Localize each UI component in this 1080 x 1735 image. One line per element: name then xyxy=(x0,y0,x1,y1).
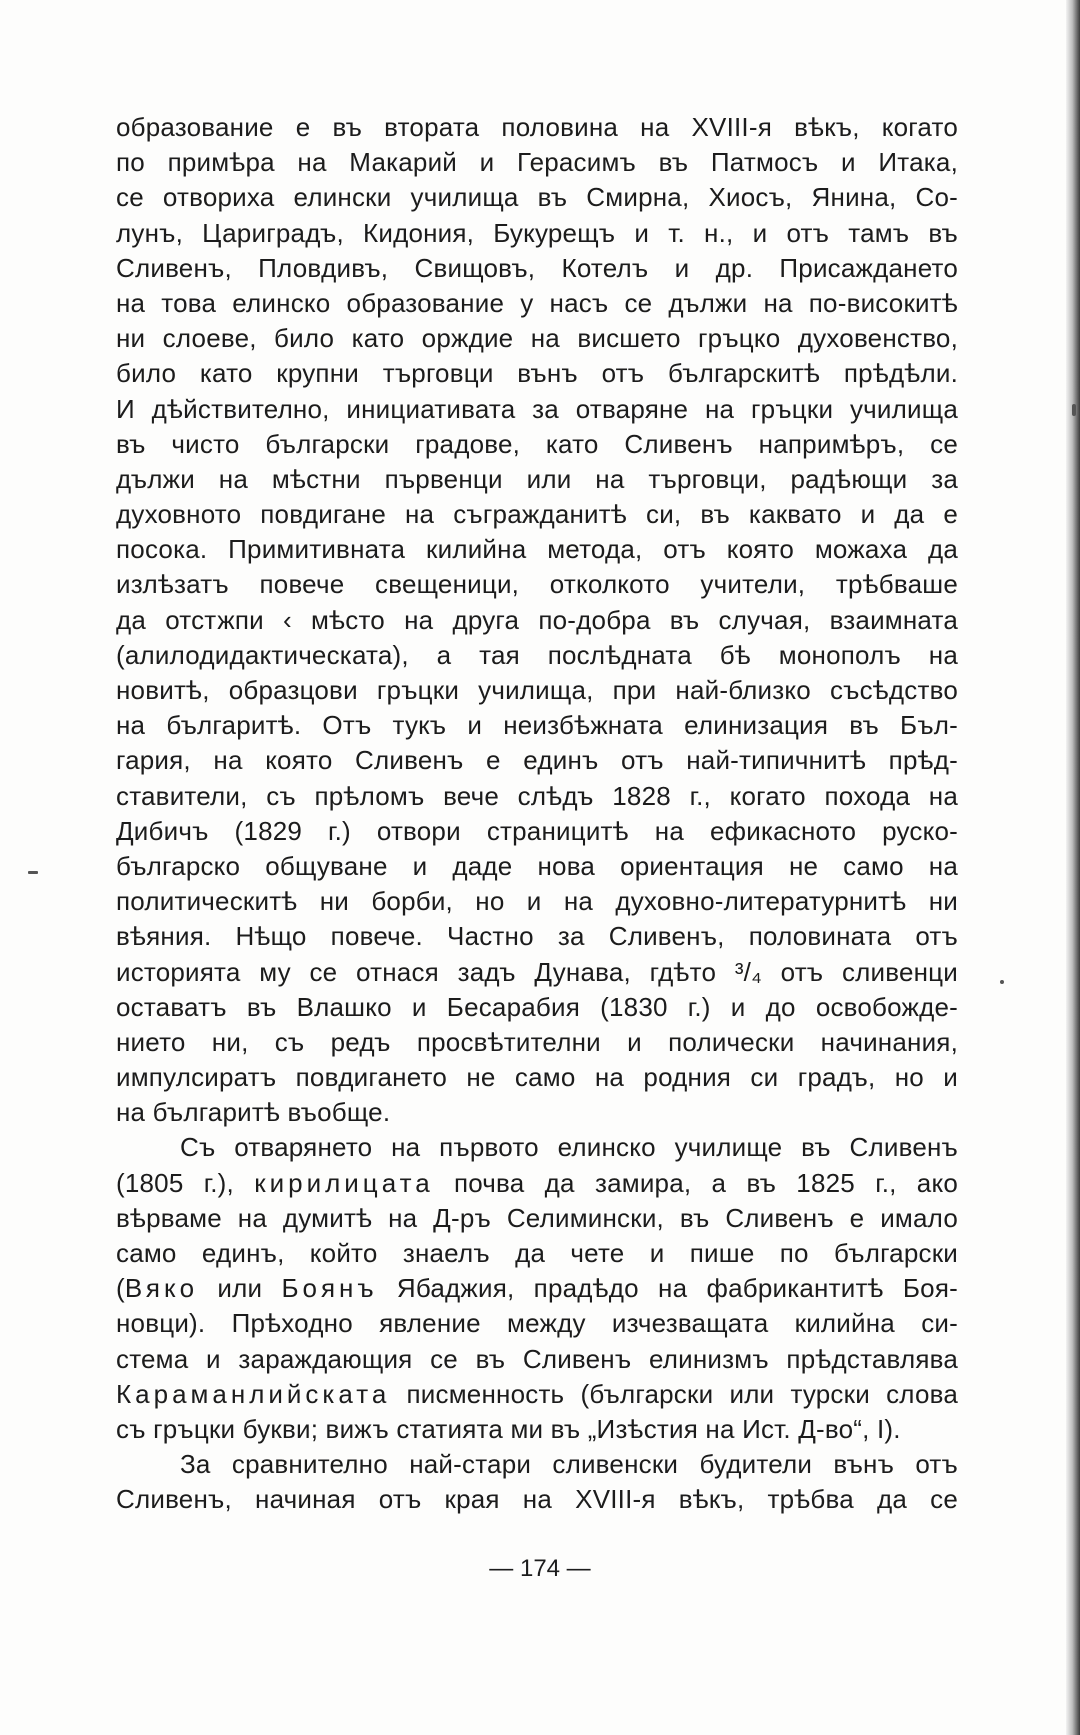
text-line: Сливенъ, начиная отъ края на XVIII-я вѣкъ, трѣбва да се xyxy=(116,1484,958,1515)
text-line: на българитѣ. Отъ тукъ и неизбѣжната елинизация въ Бъл- xyxy=(116,710,958,741)
scan-speck xyxy=(28,871,38,874)
text-line: Дибичъ (1829 г.) отвори страницитѣ на ефикасното руско- xyxy=(116,815,958,846)
text-line: лунъ, Цариградъ, Кидония, Букурещъ и т. н., и отъ тамъ въ xyxy=(116,217,958,248)
text-line: Съ отварянето на първото елинско училище въ Сливенъ xyxy=(180,1132,958,1163)
text-fragment: или xyxy=(217,1273,263,1304)
emphasized-word: Боянъ xyxy=(281,1273,378,1304)
text-fragment: писменность (български или турски слова xyxy=(406,1378,958,1409)
text-line: българско общуване и даде нова ориентация не само на xyxy=(116,850,958,881)
text-line: новитѣ, образцови гръцки училища, при най-близко съсѣдство xyxy=(116,675,958,705)
text-line: новци). Прѣходно явление между изчезващата килийна си- xyxy=(116,1308,958,1339)
text-line: И дѣйствително, инициативата за отваряне на гръцки училища xyxy=(116,393,958,424)
text-line: само единъ, който знаелъ да чете и пише по български xyxy=(116,1238,958,1268)
text-line: импулсиратъ повдигането не само на родния си градъ, но и xyxy=(116,1062,958,1093)
paragraph-3 xyxy=(116,1447,958,1517)
text-line: гария, на която Сливенъ е единъ отъ най-типичнитѣ прѣд- xyxy=(116,745,958,776)
text-line: (алилодидактическата), а тая послѣдната бѣ монополъ на xyxy=(116,639,958,670)
text-fragment: Ябаджия, прадѣдо на фабрикантитѣ Боя- xyxy=(396,1273,958,1304)
text-line: на българитѣ въобще. xyxy=(116,1097,391,1128)
page-edge-shadow xyxy=(1066,0,1080,1735)
text-line: посока. Примитивната килийна метода, отъ която можаха да xyxy=(116,534,958,565)
text-line: вѣрваме на думитѣ на Д-ръ Селимински, въ Сливенъ е имало xyxy=(116,1202,958,1233)
text-line: съ гръцки букви; вижъ статията ми въ „Изѣстия на Ист. Д-во“, I). xyxy=(116,1413,901,1444)
text-line: ни слоеве, било като орждие на висшето гръцко духовенство, xyxy=(116,323,958,354)
text-fragment: (1805 г.), xyxy=(116,1167,234,1198)
text-line: стема и зараждающия се въ Сливенъ елинизмъ прѣдставлява xyxy=(116,1343,958,1374)
text-line: се отвориха елински училища въ Смирна, Хиосъ, Янина, Со- xyxy=(116,182,958,213)
text-line: по примѣра на Макарий и Герасимъ въ Патмосъ и Итака, xyxy=(116,147,958,178)
scan-speck xyxy=(1000,980,1004,984)
paragraph-2 xyxy=(116,1130,958,1447)
text-line: ставители, съ прѣломъ вече слѣдъ 1828 г., когато похода на xyxy=(116,780,958,811)
text-line: оставатъ въ Влашко и Бесарабия (1830 г.) и до освобожде- xyxy=(116,991,958,1022)
text-line: нието ни, съ редъ просвѣтителни и полически начинания, xyxy=(116,1026,958,1057)
emphasized-word: кирилицата xyxy=(254,1167,434,1198)
text-fragment: ( xyxy=(116,1273,125,1304)
text-line: излѣзатъ повече свещеници, отколкото учители, трѣбваше xyxy=(116,569,958,600)
text-line xyxy=(116,1271,958,1306)
text-fragment: почва да замира, а въ 1825 г., ако xyxy=(453,1167,958,1198)
text-line: историята му се отнася задъ Дунава, гдѣто ³/₄ отъ сливенци xyxy=(116,956,958,987)
text-line: въ чисто български градове, като Сливенъ напримѣръ, се xyxy=(116,428,958,459)
text-line: Сливенъ, Пловдивъ, Свищовъ, Котелъ и др. Присаждането xyxy=(116,252,958,283)
text-line: духовното повдигане на съгражданитѣ си, въ каквато и да е xyxy=(116,499,958,530)
emphasized-word: Вяко xyxy=(124,1273,199,1304)
scan-speck xyxy=(1072,404,1076,416)
text-line xyxy=(116,1377,958,1412)
emphasized-word: Караманлийската xyxy=(116,1378,391,1409)
text-line: За сравнително най-стари сливенски будители вънъ отъ xyxy=(180,1449,958,1480)
text-line: политическитѣ ни борби, но и на духовно-литературнитѣ ни xyxy=(116,886,958,917)
text-line: било като крупни търговци вънъ отъ българскитѣ прѣдѣли. xyxy=(116,358,958,389)
text-line: на това елинско образование у насъ се дължи на по-високитѣ xyxy=(116,287,958,318)
text-line: вѣяния. Нѣщо повече. Частно за Сливенъ, половината отъ xyxy=(116,921,958,952)
paragraph-1 xyxy=(116,110,958,1130)
text-line: дължи на мѣстни първенци или на търговци, радѣющи за xyxy=(116,463,958,494)
text-line: да отстжпи ‹ мѣсто на друга по-добра въ случая, взаимната xyxy=(116,604,958,635)
text-line xyxy=(116,1166,958,1201)
text-line: образование е въ втората половина на XVIII-я вѣкъ, когато xyxy=(116,112,958,142)
page-number: — 174 — xyxy=(489,1555,591,1582)
body-text xyxy=(116,110,958,1518)
